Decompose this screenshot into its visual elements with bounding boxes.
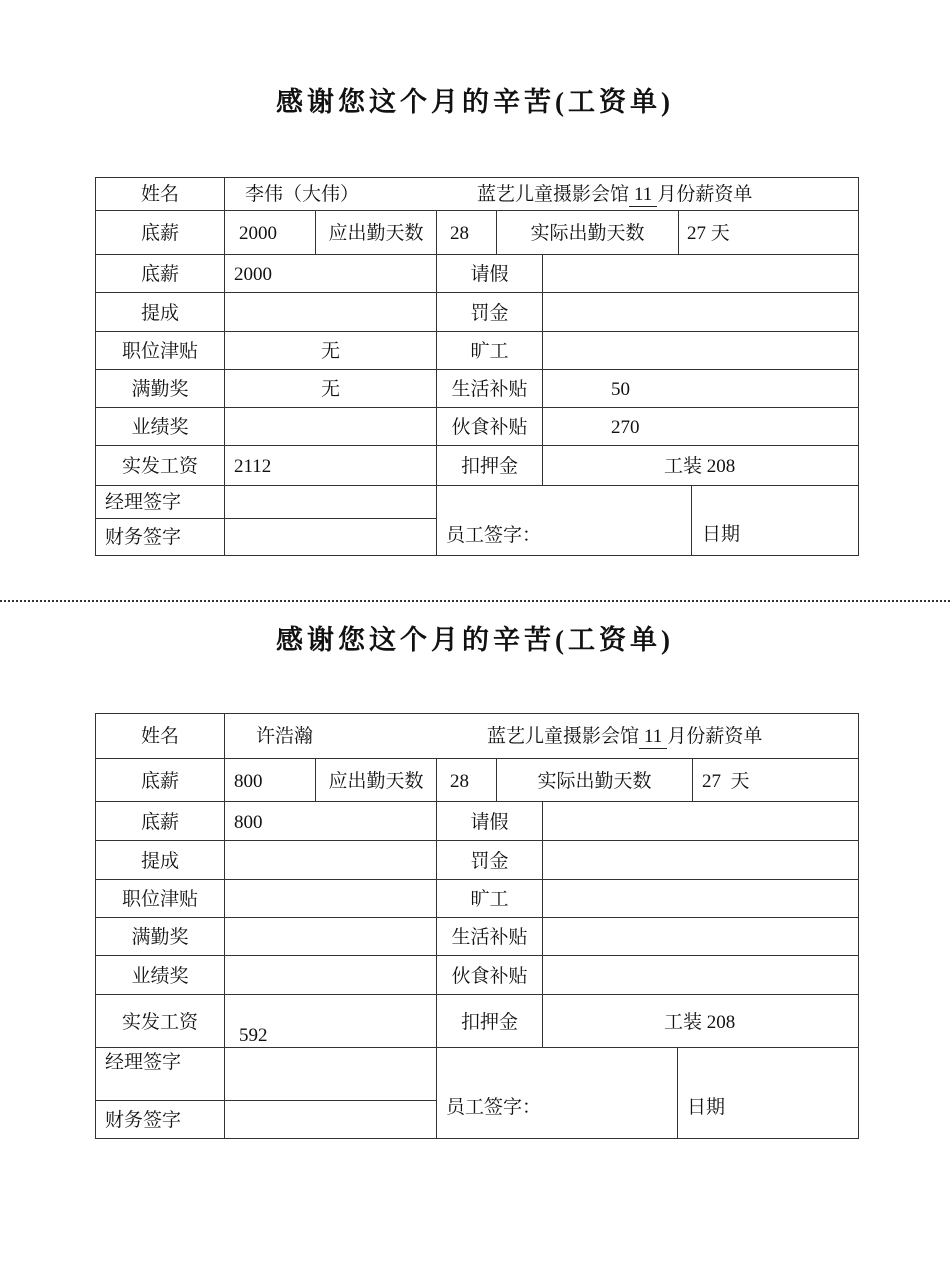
- row-left-label: 实发工资: [121, 456, 198, 477]
- name-label: 姓名: [140, 184, 179, 205]
- due-days-value: 28: [450, 771, 469, 792]
- name-label: 姓名: [140, 726, 179, 747]
- studio-name: 蓝艺儿童摄影会馆: [487, 726, 640, 747]
- actual-days-label: 实际出勤天数: [530, 223, 645, 244]
- slip-title: 感谢您这个月的辛苦(工资单): [276, 625, 674, 655]
- deposit-value: 工装 208: [664, 1012, 736, 1033]
- payslip-heading: [477, 185, 752, 207]
- row-right-label: 罚金: [470, 303, 509, 324]
- slip-title: 感谢您这个月的辛苦(工资单): [276, 87, 674, 117]
- row-left-label: 满勤奖: [131, 927, 189, 948]
- studio-name: 蓝艺儿童摄影会馆: [477, 184, 630, 205]
- actual-days-value: 27 天: [702, 771, 750, 792]
- row-left-value: 无: [320, 379, 340, 400]
- month-suffix: 月份薪资单: [657, 184, 753, 205]
- manager-signature-label: 经理签字: [105, 492, 182, 513]
- row-right-label: 伙食补贴: [451, 417, 528, 438]
- row-right-label: 生活补贴: [451, 379, 528, 400]
- row-right-value: 50: [611, 379, 630, 400]
- net-pay-value: 2112: [234, 456, 272, 477]
- row-right-label: 扣押金: [460, 1012, 518, 1033]
- row-left-value: 2000: [234, 264, 272, 285]
- date-label: 日期: [687, 1097, 726, 1118]
- payslip-table: [95, 177, 859, 556]
- due-days-label: 应出勤天数: [328, 771, 424, 792]
- row-left-label: 业绩奖: [131, 417, 189, 438]
- row-left-label: 底薪: [140, 812, 179, 833]
- row-left-label: 底薪: [140, 264, 179, 285]
- row-left-value: 800: [234, 812, 263, 833]
- base-salary-value: 2000: [239, 223, 277, 244]
- due-days-value: 28: [450, 223, 469, 244]
- cut-line: [0, 600, 950, 602]
- actual-days-label: 实际出勤天数: [537, 771, 652, 792]
- base-salary-label: 底薪: [140, 223, 179, 244]
- row-right-label: 生活补贴: [451, 927, 528, 948]
- employee-signature-label: 员工签字：: [446, 525, 542, 546]
- pay-month: 11: [629, 185, 657, 207]
- deposit-value: 工装 208: [664, 456, 736, 477]
- payslip-table: [95, 713, 859, 1139]
- base-salary-label: 底薪: [140, 771, 179, 792]
- row-right-label: 伙食补贴: [451, 966, 528, 987]
- employee-signature-label: 员工签字：: [446, 1097, 542, 1118]
- manager-signature-label: 经理签字: [105, 1052, 182, 1073]
- finance-signature-label: 财务签字: [105, 1110, 182, 1131]
- row-left-label: 实发工资: [121, 1012, 198, 1033]
- row-right-label: 请假: [470, 812, 509, 833]
- row-left-label: 提成: [140, 303, 179, 324]
- net-pay-value: 592: [239, 1025, 268, 1046]
- base-salary-value: 800: [234, 771, 263, 792]
- due-days-label: 应出勤天数: [328, 223, 424, 244]
- finance-signature-label: 财务签字: [105, 527, 182, 548]
- row-left-label: 职位津贴: [121, 889, 198, 910]
- row-left-value: 无: [320, 341, 340, 362]
- row-right-label: 旷工: [470, 889, 509, 910]
- payslip-heading: [487, 727, 762, 749]
- month-suffix: 月份薪资单: [667, 726, 763, 747]
- pay-month: 11: [639, 727, 667, 749]
- row-right-label: 旷工: [470, 341, 509, 362]
- actual-days-value: 27 天: [687, 223, 730, 244]
- row-left-label: 提成: [140, 851, 179, 872]
- row-left-label: 满勤奖: [131, 379, 189, 400]
- date-label: 日期: [702, 524, 741, 545]
- row-left-label: 职位津贴: [121, 341, 198, 362]
- row-right-label: 请假: [470, 264, 509, 285]
- row-right-label: 扣押金: [460, 456, 518, 477]
- row-right-label: 罚金: [470, 851, 509, 872]
- row-left-label: 业绩奖: [131, 966, 189, 987]
- row-right-value: 270: [611, 417, 640, 438]
- employee-name: 许浩瀚: [256, 726, 314, 747]
- employee-name: 李伟（大伟）: [245, 184, 360, 205]
